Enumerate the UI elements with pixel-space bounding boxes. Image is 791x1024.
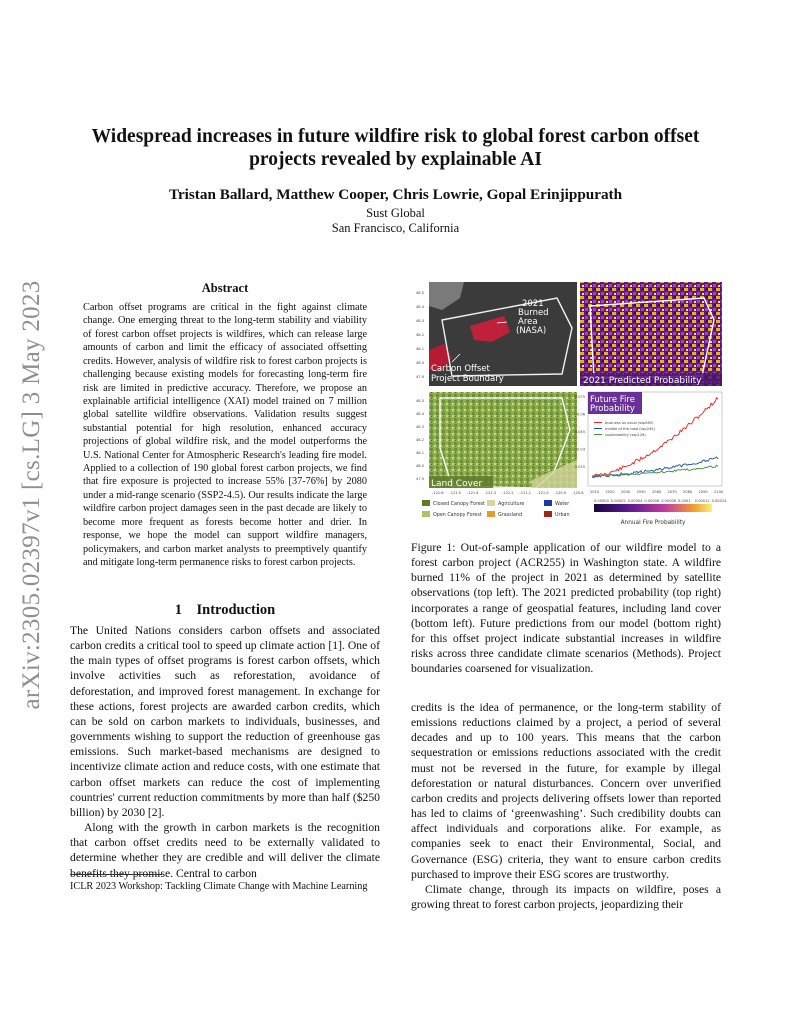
author-list: Tristan Ballard, Matthew Cooper, Chris Lowrie, Gopal Erinjippurath bbox=[168, 186, 623, 203]
land-cover-swatch bbox=[487, 500, 495, 506]
longitude-tick: -121.4 bbox=[467, 491, 479, 495]
land-cover-swatch bbox=[422, 511, 430, 517]
latitude-tick: 48.2 bbox=[415, 438, 424, 442]
latitude-tick: 48.0 bbox=[415, 361, 424, 365]
land-cover-legend bbox=[422, 500, 570, 518]
land-cover-legend-label: Water bbox=[555, 502, 570, 507]
x-tick: 2010 bbox=[590, 490, 600, 494]
scenario-legend-label: business as usual (ssp585) bbox=[605, 421, 654, 425]
affiliation-location: San Francisco, California bbox=[331, 221, 460, 235]
land-cover-swatch bbox=[544, 511, 552, 517]
x-tick: 2100 bbox=[714, 490, 724, 494]
land-cover-legend-label: Urban bbox=[555, 513, 570, 518]
land-cover-label: Land Cover bbox=[431, 479, 483, 489]
longitude-tick: -121.0 bbox=[537, 491, 549, 495]
intro-paragraph: Along with the growth in carbon markets is the recognition that carbon offset credits need to be externally validated to determine whether they are credible and will deliver the climate benefits they promise. Central to carbon bbox=[70, 821, 380, 880]
colorbar-tick: 0.00006 bbox=[644, 499, 660, 503]
colorbar-tick: 0.00014 bbox=[711, 499, 727, 503]
longitude-ticks bbox=[432, 491, 584, 495]
latitude-tick: 48.1 bbox=[415, 451, 424, 455]
y-tick: 0.03 bbox=[576, 447, 585, 452]
abstract-heading: Abstract bbox=[201, 281, 249, 295]
colorbar bbox=[594, 504, 712, 512]
colorbar-tick: 0.00002 bbox=[610, 499, 626, 503]
y-tick: 0.045 bbox=[574, 430, 585, 434]
latitude-tick: 48.2 bbox=[415, 333, 424, 337]
y-tick: 0.075 bbox=[574, 395, 585, 399]
latitude-tick: 48.4 bbox=[415, 305, 424, 309]
latitude-ticks-bottom bbox=[416, 399, 425, 481]
future-fire-label: Future Fire Probability bbox=[590, 395, 635, 414]
boundary-label: Carbon Offset Project Boundary bbox=[431, 364, 504, 384]
x-tick: 2070 bbox=[667, 490, 677, 494]
longitude-tick: -121.6 bbox=[432, 491, 444, 495]
figure-caption: Figure 1: Out-of-sample application of our wildfire model to a forest carbon project (ACR255) in Washington state. A wildfire burned 11% of the project in 2021 as determined by satellite observations (top left). The 2021 predicted probability (top right) incorporates a range of geospatial features, including land cover (bottom left). Future predictions from our model (bottom right) for this offset project indicate substantial increases in wildfire risks across three candidate climate scenarios (Methods). Project boundaries coarsened for visualization. bbox=[411, 541, 721, 676]
colorbar-ticks bbox=[594, 499, 727, 503]
latitude-tick: 47.9 bbox=[415, 477, 424, 481]
x-tick: 2020 bbox=[605, 490, 615, 494]
x-axis-ticks bbox=[590, 490, 724, 494]
right-column-body bbox=[411, 700, 721, 912]
affiliation bbox=[60, 206, 731, 236]
colorbar-tick: 0.00004 bbox=[627, 499, 643, 503]
colorbar-tick: 0.0001 bbox=[678, 499, 691, 503]
x-tick: 2090 bbox=[698, 490, 708, 494]
panel-predicted-probability bbox=[580, 282, 722, 386]
land-cover-legend-label: Closed Canopy Forest bbox=[433, 502, 486, 507]
latitude-tick: 48.3 bbox=[415, 319, 424, 323]
arxiv-stamp: arXiv:2305.02397v1 [cs.LG] 3 May 2023 bbox=[18, 280, 45, 710]
longitude-tick: -121.2 bbox=[502, 491, 514, 495]
land-cover-legend-label: Agriculture bbox=[498, 502, 525, 507]
longitude-tick: -120.8 bbox=[572, 491, 584, 495]
latitude-tick: 48.5 bbox=[415, 399, 424, 403]
panel-future-fire-probability bbox=[575, 392, 727, 526]
burned-area-label: 2021 Burned Area (NASA) bbox=[516, 299, 549, 336]
panel-burned-area bbox=[429, 282, 577, 386]
x-tick: 2080 bbox=[683, 490, 693, 494]
figure-1-graphic bbox=[412, 280, 727, 530]
longitude-tick: -121.5 bbox=[449, 491, 462, 495]
latitude-tick: 48.0 bbox=[415, 464, 424, 468]
longitude-tick: -121.1 bbox=[519, 491, 532, 495]
section-heading-introduction: 1 Introduction bbox=[174, 602, 276, 618]
colorbar-label: Annual Fire Probability bbox=[620, 520, 686, 526]
land-cover-legend-label: Grassland bbox=[498, 513, 522, 518]
longitude-tick: -121.3 bbox=[484, 491, 497, 495]
colorbar-tick: 0.00000 bbox=[594, 499, 609, 503]
latitude-tick: 47.9 bbox=[415, 375, 424, 379]
land-cover-swatch bbox=[422, 500, 430, 506]
x-tick: 2050 bbox=[636, 490, 646, 494]
latitude-tick: 48.3 bbox=[415, 425, 424, 429]
land-cover-legend-label: Open Canopy Forest bbox=[433, 513, 482, 518]
intro-paragraph: The United Nations considers carbon offsets and associated carbon credits a critical tool to speed up climate action [1]. One of the main types of offset programs is forest carbon offsets, which involve activities such as reforestation, avoidance of deforestation, and improved forest management. In exchange for these actions, forest projects are awarded carbon credits, which can be sold on carbon markets to individuals, businesses, and governments wishing to support the reduction of greenhouse gas emissions. Such market-based mechanisms are designed to incentivize climate action and reduce costs, with one estimate that carbon offset markets can reduce the cost of implementing countries' current reduction commitments by more than half ($250 billion) by 2030 [2]. bbox=[70, 624, 380, 819]
x-tick: 2040 bbox=[621, 490, 631, 494]
scenario-legend-label: middle of the road (ssp245) bbox=[605, 427, 655, 431]
colorbar-tick: 0.00008 bbox=[661, 499, 677, 503]
footnote: ICLR 2023 Workshop: Tackling Climate Change with Machine Learning bbox=[70, 881, 368, 892]
paper-title: Widespread increases in future wildfire risk to global forest carbon offset projects revealed by explainable AI bbox=[91, 126, 700, 170]
latitude-tick: 48.1 bbox=[415, 347, 424, 351]
latitude-tick: 48.4 bbox=[415, 412, 424, 416]
latitude-ticks-top bbox=[416, 291, 425, 379]
scenario-legend-label: sustainability (ssp126) bbox=[605, 433, 646, 437]
affiliation-org: Sust Global bbox=[366, 206, 425, 220]
y-tick: 0.015 bbox=[574, 465, 585, 469]
y-tick: 0.06 bbox=[576, 412, 585, 417]
land-cover-swatch bbox=[487, 511, 495, 517]
footnote-rule bbox=[70, 874, 162, 875]
figure-1 bbox=[412, 280, 727, 530]
longitude-tick: -120.9 bbox=[554, 491, 567, 495]
panel-land-cover bbox=[429, 392, 577, 489]
abstract-body: Carbon offset programs are critical in the fight against climate change. One emerging threat to the long-term stability and viability of forest carbon offset projects is wildfires, which can release large amounts of carbon and limit the efficacy of associated offsetting credits. However, analysis of wildfire risk to forest carbon projects is challenging because existing models for forecasting long-term fire risk are limited in predictive accuracy. Therefore, we propose an explainable artificial intelligence (XAI) model trained on 7 million global satellite wildfire observations. Validation results suggest substantial potential for high resolution, enhanced accuracy projections of global wildfire risk, and the model outperforms the U.S. National Center for Atmospheric Research's leading fire model. Applied to a collection of 190 global forest carbon projects, we find that fire exposure is projected to increase 55% [37-76%] by 2080 under a mid-range scenario (SSP2-4.5). Our results indicate the large wildfire carbon project damages seen in the past decade are likely to become more frequent as forests become hotter and drier. In response, we hope the model can support wildfire managers, policymakers, and carbon market analysts to preemptively quantify and mitigate long-term permanence risks to forest carbon projects. bbox=[83, 302, 367, 569]
land-cover-swatch bbox=[544, 500, 552, 506]
predicted-probability-label: 2021 Predicted Probability bbox=[583, 376, 702, 386]
body-paragraph: credits is the idea of permanence, or the long-term stability of emissions reductions claimed by a project, a period of several decades and up to 100 years. This means that the carbon sequestration or emissions reductions associated with the credit must not be reversed in the future, for example by illegal deforestation or natural disturbances. Concern over unverified carbon credits and projects delivering offsets lower than reported has led to claims of ‘greenwashing’. Such credibility doubts can affect individuals and corporations alike. For example, as companies seek to enact their Environmental, Social, and Governance (ESG) criteria, they want to ensure carbon credits purchased to improve their ESG scores are trustworthy. bbox=[411, 701, 721, 881]
colorbar-tick: 0.00012 bbox=[694, 499, 710, 503]
introduction-body bbox=[70, 623, 380, 881]
x-tick: 2060 bbox=[652, 490, 662, 494]
latitude-tick: 48.5 bbox=[415, 291, 424, 295]
body-paragraph: Climate change, through its impacts on wildfire, poses a growing threat to forest carbon projects, jeopardizing their bbox=[411, 882, 721, 912]
